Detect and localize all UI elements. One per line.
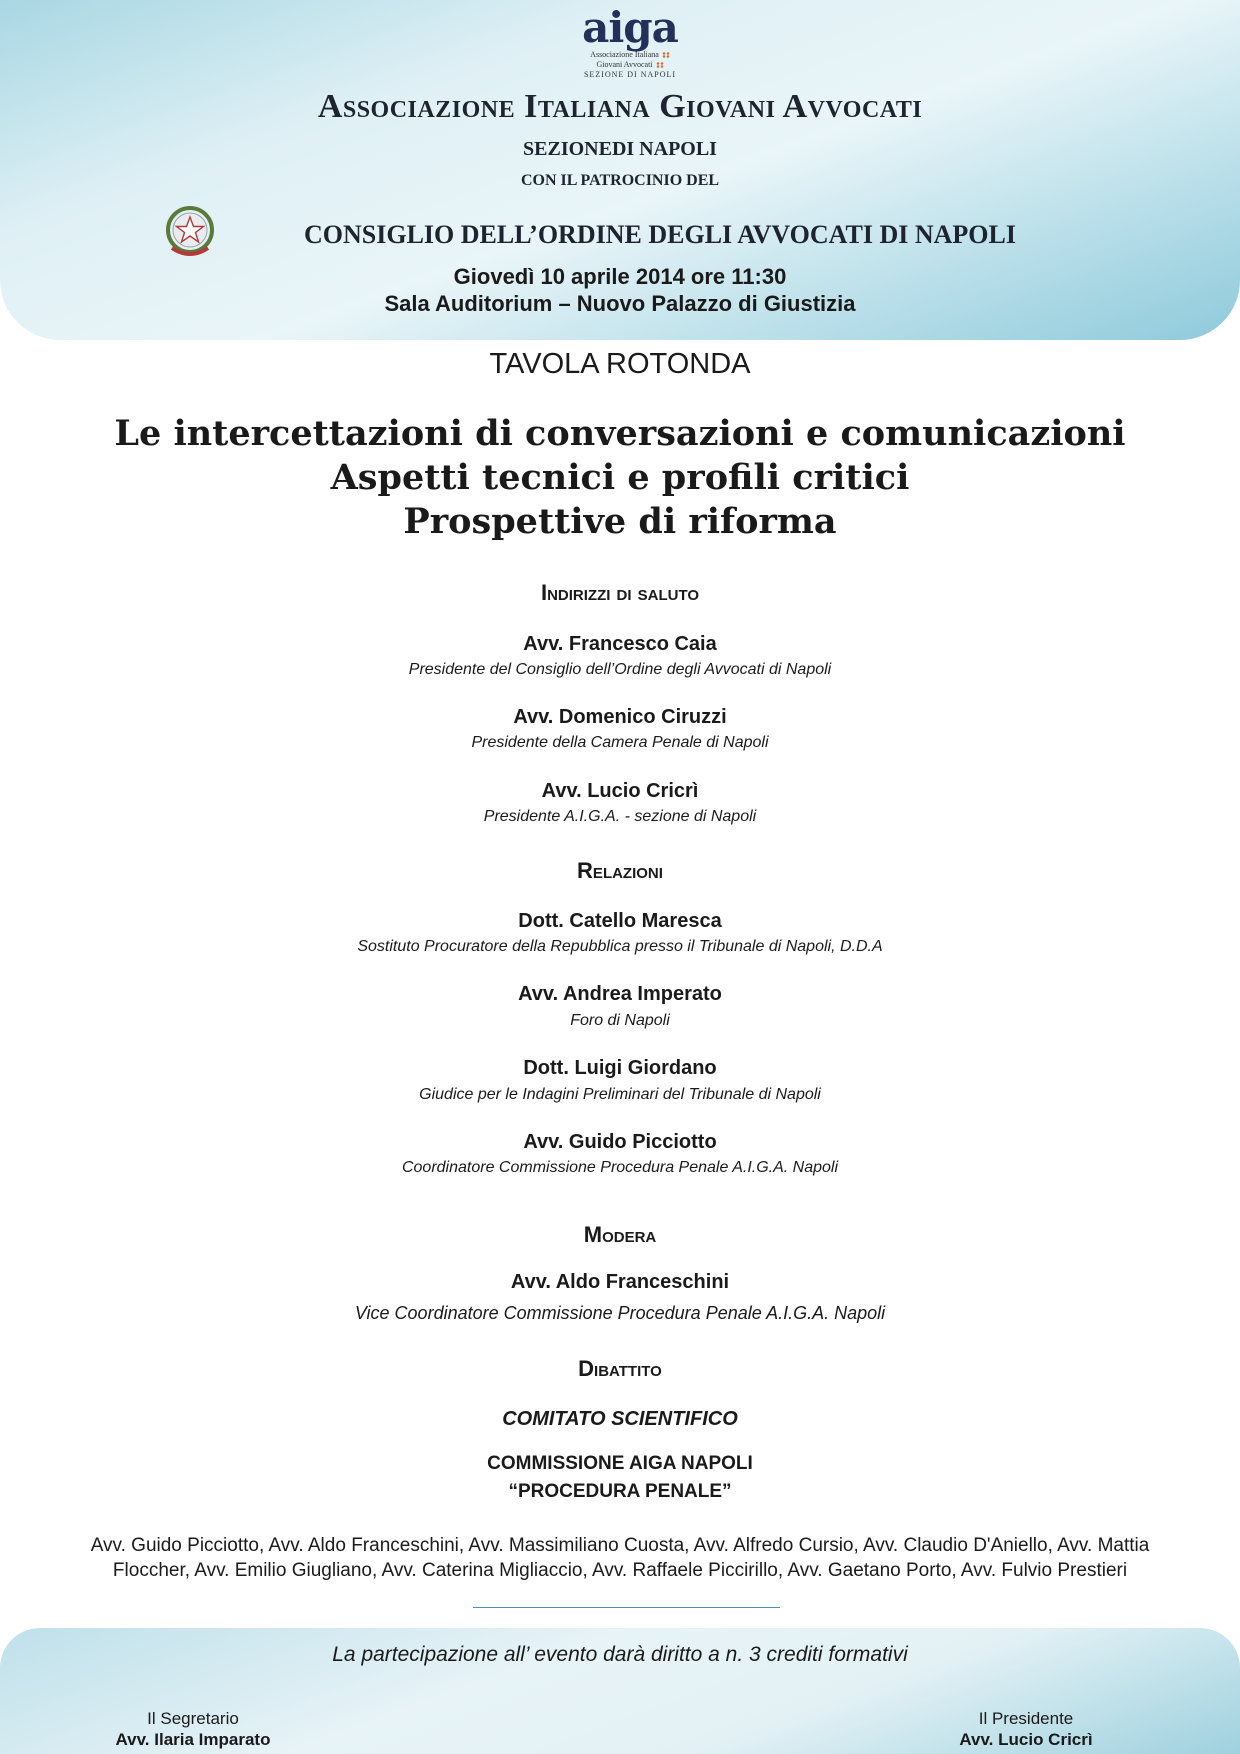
aiga-logo bbox=[575, 3, 685, 80]
president-signature bbox=[906, 1708, 1146, 1750]
president-title: Il Presidente bbox=[978, 1709, 1074, 1728]
speaker-name: Avv. Guido Picciotto bbox=[523, 1131, 717, 1153]
speaker-role: Foro di Napoli bbox=[570, 1012, 670, 1029]
council-name: CONSIGLIO DELL’ORDINE DEGLI AVVOCATI DI NAPOLI bbox=[304, 220, 1016, 249]
secretary-name: Avv. Ilaria Imparato bbox=[115, 1730, 271, 1749]
speaker-role: Presidente A.I.G.A. - sezione di Napoli bbox=[483, 808, 757, 825]
event-title bbox=[0, 412, 1240, 544]
logo-line-2: Giovani Avvocati bbox=[575, 60, 685, 70]
logo-word: aiga bbox=[582, 3, 678, 52]
secretary-title: Il Segretario bbox=[147, 1709, 239, 1728]
association-name: Associazione Italiana Giovani Avvocati bbox=[317, 88, 923, 125]
speaker-role: Giudice per le Indagini Preliminari del Tribunale di Napoli bbox=[419, 1086, 821, 1103]
speaker-role: Coordinatore Commissione Procedura Penale A.I.G.A. Napoli bbox=[401, 1159, 839, 1176]
debate-heading: Dibattito bbox=[578, 1356, 662, 1381]
committee-name-line: “PROCEDURA PENALE” bbox=[508, 1481, 732, 1502]
speaker-role: Sostituto Procuratore della Repubblica presso il Tribunale di Napoli, D.D.A bbox=[357, 938, 883, 955]
title-line: Prospettive di riforma bbox=[403, 501, 837, 542]
logo-line-1: Associazione Italiana bbox=[575, 50, 685, 60]
committee-label: COMITATO SCIENTIFICO bbox=[502, 1408, 738, 1430]
speaker-name: Dott. Luigi Giordano bbox=[523, 1057, 717, 1079]
divider bbox=[473, 1607, 780, 1608]
reports-heading: Relazioni bbox=[577, 858, 663, 883]
logo-line-3: SEZIONE DI NAPOLI bbox=[583, 70, 677, 79]
speaker-name: Avv. Lucio Cricrì bbox=[541, 780, 699, 802]
speaker-name: Dott. Catello Maresca bbox=[518, 910, 722, 932]
credits-note: La partecipazione all’ evento darà diritto a n. 3 crediti formativi bbox=[332, 1643, 908, 1666]
president-name: Avv. Lucio Cricrì bbox=[959, 1730, 1093, 1749]
section-name: SEZIONEDI NAPOLI bbox=[523, 138, 717, 160]
moderator-role: Vice Coordinatore Commissione Procedura Penale A.I.G.A. Napoli bbox=[354, 1303, 886, 1323]
moderator-name: Avv. Aldo Franceschini bbox=[510, 1271, 730, 1293]
title-line: Aspetti tecnici e profili critici bbox=[330, 457, 910, 498]
committee-name bbox=[0, 1450, 1240, 1506]
speaker-role: Presidente del Consiglio dell’Ordine degli Avvocati di Napoli bbox=[408, 661, 832, 678]
secretary-signature bbox=[73, 1708, 313, 1750]
speaker-name: Avv. Francesco Caia bbox=[523, 633, 717, 655]
speaker-role: Presidente della Camera Penale di Napoli bbox=[471, 734, 769, 751]
moderator-heading: Modera bbox=[583, 1222, 657, 1247]
title-line: Le intercettazioni di conversazioni e comunicazioni bbox=[114, 413, 1126, 454]
patronage-label: CON IL PATROCINIO DEL bbox=[520, 172, 720, 189]
committee-name-line: COMMISSIONE AIGA NAPOLI bbox=[487, 1453, 753, 1474]
speaker-name: Avv. Domenico Ciruzzi bbox=[513, 706, 727, 728]
speaker-name: Avv. Andrea Imperato bbox=[518, 983, 722, 1005]
event-date: Giovedì 10 aprile 2014 ore 11:30 bbox=[453, 264, 787, 289]
event-type: TAVOLA ROTONDA bbox=[489, 348, 751, 380]
event-venue: Sala Auditorium – Nuovo Palazzo di Giustizia bbox=[384, 291, 856, 316]
committee-members: Avv. Guido Picciotto, Avv. Aldo Franceschini, Avv. Massimiliano Cuosta, Avv. Alfredo Cursio, Avv. Claudio D'Aniello, Avv. Mattia Floccher, Avv. Emilio Giugliano, Avv. Caterina Migliaccio, Avv. Raffaele Piccirillo, Avv. Gaetano Porto, Avv. Fulvio Prestieri bbox=[90, 1535, 1150, 1581]
greetings-heading: Indirizzi di saluto bbox=[540, 580, 700, 605]
